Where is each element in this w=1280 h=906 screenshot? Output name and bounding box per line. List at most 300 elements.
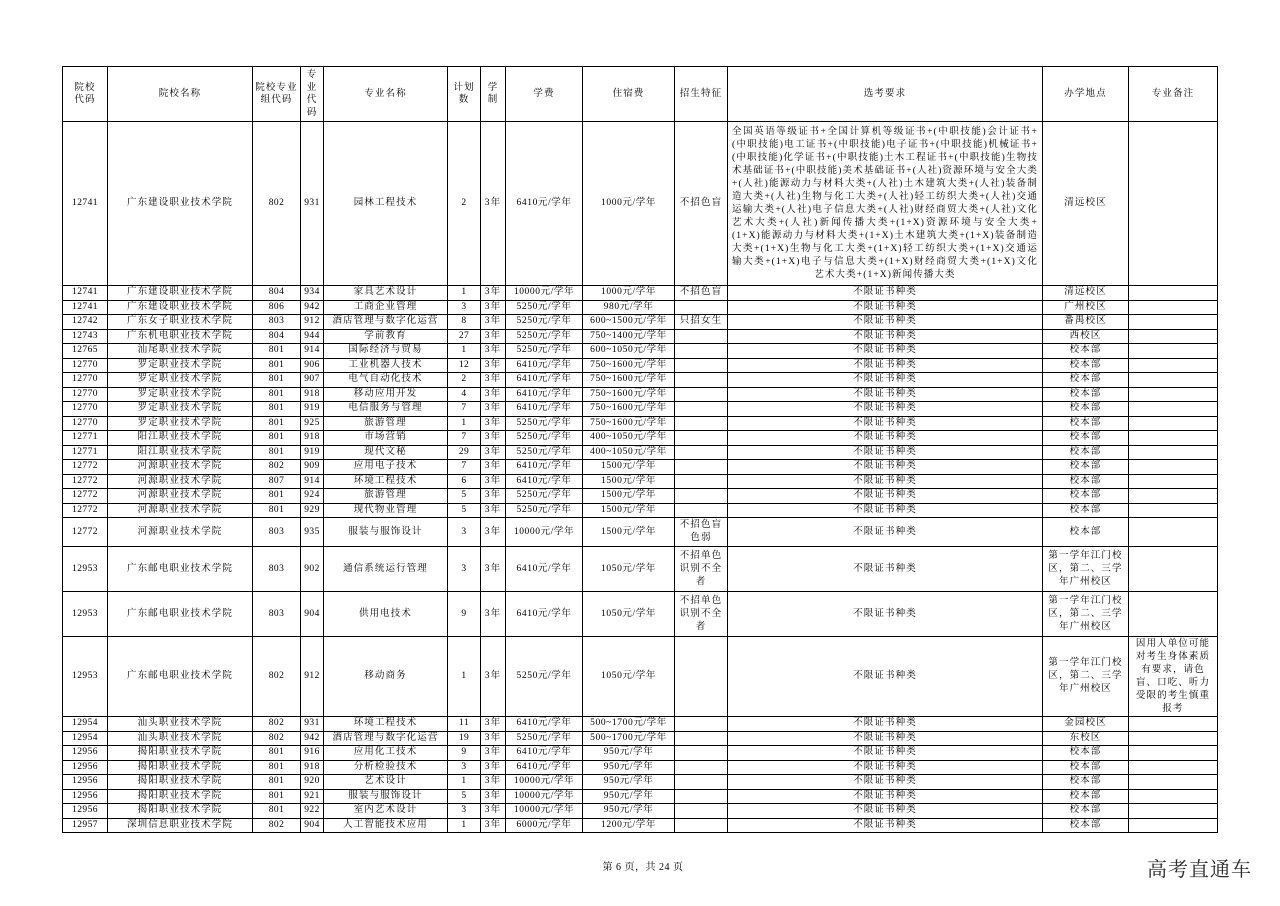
school-code: 12742 (63, 315, 108, 330)
duration: 3年 (481, 344, 506, 359)
page-number: 第 6 页，共 24 页 (602, 862, 684, 873)
plan-count: 1 (448, 775, 481, 790)
major-name: 园林工程技术 (324, 122, 448, 286)
group-code: 802 (253, 460, 301, 475)
school-code-header: 院校 代码 (63, 67, 108, 122)
major-code: 931 (301, 122, 324, 286)
major-remark (1129, 489, 1218, 504)
subject-requirement: 不限证书种类 (728, 416, 1043, 431)
lodging-fee: 400~1050元/学年 (583, 431, 675, 446)
group-code: 802 (253, 122, 301, 286)
major-code: 918 (301, 387, 324, 402)
group-code: 801 (253, 489, 301, 504)
lodging-fee: 500~1700元/学年 (583, 731, 675, 746)
plan-count: 11 (448, 717, 481, 732)
major-remark (1129, 789, 1218, 804)
table-row (63, 416, 1218, 431)
major-name: 移动商务 (324, 637, 448, 717)
admission-feature (675, 503, 728, 518)
table-header-row (63, 67, 1218, 122)
major-code: 904 (301, 592, 324, 637)
major-remark (1129, 431, 1218, 446)
group-code: 801 (253, 445, 301, 460)
lodging-fee: 1000元/学年 (583, 286, 675, 301)
major-name: 酒店管理与数字化运营 (324, 315, 448, 330)
subject-requirement: 不限证书种类 (728, 637, 1043, 717)
major-code: 922 (301, 804, 324, 819)
campus-location: 校本部 (1043, 402, 1129, 417)
admission-feature (675, 489, 728, 504)
school-code: 12954 (63, 731, 108, 746)
admission-feature (675, 775, 728, 790)
campus-location: 第一学年江门校区，第二、三学年广州校区 (1043, 592, 1129, 637)
major-code-header: 专 业 代 码 (301, 67, 324, 122)
subject-requirement: 不限证书种类 (728, 818, 1043, 833)
duration: 3年 (481, 503, 506, 518)
admission-feature: 只招女生 (675, 315, 728, 330)
table-row (63, 431, 1218, 446)
campus-location: 校本部 (1043, 503, 1129, 518)
tuition: 5250元/学年 (506, 731, 583, 746)
duration: 3年 (481, 760, 506, 775)
table-row (63, 402, 1218, 417)
school-code: 12954 (63, 717, 108, 732)
major-remark (1129, 122, 1218, 286)
table-row (63, 387, 1218, 402)
plan-count: 1 (448, 637, 481, 717)
group-code: 801 (253, 789, 301, 804)
school-code: 12957 (63, 818, 108, 833)
major-code: 906 (301, 358, 324, 373)
school-name: 深圳信息职业技术学院 (108, 818, 253, 833)
subject-requirement: 不限证书种类 (728, 746, 1043, 761)
admission-feature (675, 474, 728, 489)
tuition: 6410元/学年 (506, 373, 583, 388)
school-name: 河源职业技术学院 (108, 503, 253, 518)
group-code: 802 (253, 637, 301, 717)
lodging-fee: 950元/学年 (583, 789, 675, 804)
school-code: 12956 (63, 746, 108, 761)
major-name: 通信系统运行管理 (324, 547, 448, 592)
major-code: 925 (301, 416, 324, 431)
duration: 3年 (481, 122, 506, 286)
school-name: 广东建设职业技术学院 (108, 122, 253, 286)
major-code: 912 (301, 315, 324, 330)
duration: 3年 (481, 775, 506, 790)
tuition: 5250元/学年 (506, 416, 583, 431)
campus-location: 校本部 (1043, 789, 1129, 804)
major-remark (1129, 518, 1218, 547)
lodging-fee: 750~1600元/学年 (583, 358, 675, 373)
major-name: 人工智能技术应用 (324, 818, 448, 833)
major-remark (1129, 329, 1218, 344)
school-name-header: 院校名称 (108, 67, 253, 122)
school-code: 12770 (63, 358, 108, 373)
group-code: 801 (253, 431, 301, 446)
major-code: 912 (301, 637, 324, 717)
major-name: 分析检验技术 (324, 760, 448, 775)
subject-requirement: 不限证书种类 (728, 592, 1043, 637)
major-remark (1129, 818, 1218, 833)
lodging-fee: 1500元/学年 (583, 460, 675, 475)
group-code: 803 (253, 592, 301, 637)
table-row (63, 373, 1218, 388)
campus-location: 校本部 (1043, 416, 1129, 431)
tuition: 5250元/学年 (506, 329, 583, 344)
lodging-fee: 1050元/学年 (583, 547, 675, 592)
lodging-fee: 1500元/学年 (583, 489, 675, 504)
lodging-fee: 750~1600元/学年 (583, 387, 675, 402)
lodging-fee: 1500元/学年 (583, 518, 675, 547)
duration: 3年 (481, 518, 506, 547)
major-name: 旅游管理 (324, 489, 448, 504)
school-name: 广东邮电职业技术学院 (108, 592, 253, 637)
campus-location: 校本部 (1043, 489, 1129, 504)
tuition: 6410元/学年 (506, 474, 583, 489)
subject-requirement-header: 选考要求 (728, 67, 1043, 122)
school-name: 揭阳职业技术学院 (108, 804, 253, 819)
major-name: 服装与服饰设计 (324, 789, 448, 804)
school-name: 汕头职业技术学院 (108, 731, 253, 746)
campus-location: 校本部 (1043, 746, 1129, 761)
campus-location: 校本部 (1043, 818, 1129, 833)
subject-requirement: 不限证书种类 (728, 373, 1043, 388)
table-row (63, 789, 1218, 804)
admission-plan-table (62, 66, 1218, 833)
school-code: 12741 (63, 286, 108, 301)
group-code: 804 (253, 286, 301, 301)
major-name: 电信服务与管理 (324, 402, 448, 417)
tuition: 5250元/学年 (506, 344, 583, 359)
major-code: 942 (301, 731, 324, 746)
duration: 3年 (481, 489, 506, 504)
tuition: 10000元/学年 (506, 775, 583, 790)
school-code: 12953 (63, 637, 108, 717)
campus-location: 清远校区 (1043, 122, 1129, 286)
duration: 3年 (481, 329, 506, 344)
major-name: 环境工程技术 (324, 474, 448, 489)
major-remark (1129, 286, 1218, 301)
major-remark (1129, 358, 1218, 373)
school-code: 12741 (63, 300, 108, 315)
tuition: 5250元/学年 (506, 637, 583, 717)
major-code: 914 (301, 474, 324, 489)
major-name: 家具艺术设计 (324, 286, 448, 301)
lodging-fee: 950元/学年 (583, 775, 675, 790)
major-code: 918 (301, 431, 324, 446)
admission-feature (675, 460, 728, 475)
plan-count: 6 (448, 474, 481, 489)
admission-feature: 不招色盲色弱 (675, 518, 728, 547)
admission-feature (675, 373, 728, 388)
school-code: 12956 (63, 789, 108, 804)
major-remark (1129, 300, 1218, 315)
duration: 3年 (481, 416, 506, 431)
duration: 3年 (481, 637, 506, 717)
campus-location: 校本部 (1043, 431, 1129, 446)
duration: 3年 (481, 592, 506, 637)
school-name: 罗定职业技术学院 (108, 358, 253, 373)
school-code: 12772 (63, 474, 108, 489)
admission-feature: 不招色盲 (675, 286, 728, 301)
school-code: 12956 (63, 775, 108, 790)
school-code: 12770 (63, 387, 108, 402)
tuition: 6410元/学年 (506, 460, 583, 475)
group-code: 801 (253, 358, 301, 373)
admission-feature-header: 招生特征 (675, 67, 728, 122)
lodging-fee: 1500元/学年 (583, 474, 675, 489)
table-row (63, 637, 1218, 717)
tuition: 6410元/学年 (506, 547, 583, 592)
group-code: 801 (253, 804, 301, 819)
group-code: 803 (253, 547, 301, 592)
plan-count: 4 (448, 387, 481, 402)
admission-feature (675, 402, 728, 417)
admission-feature (675, 717, 728, 732)
major-remark (1129, 445, 1218, 460)
plan-count: 8 (448, 315, 481, 330)
plan-count: 7 (448, 431, 481, 446)
table-row (63, 315, 1218, 330)
duration: 3年 (481, 315, 506, 330)
plan-count: 1 (448, 416, 481, 431)
major-code: 909 (301, 460, 324, 475)
major-code: 919 (301, 445, 324, 460)
duration: 3年 (481, 717, 506, 732)
group-code: 803 (253, 518, 301, 547)
campus-location: 校本部 (1043, 358, 1129, 373)
table-row (63, 818, 1218, 833)
school-code: 12772 (63, 518, 108, 547)
subject-requirement: 不限证书种类 (728, 329, 1043, 344)
major-remark (1129, 760, 1218, 775)
group-code: 801 (253, 387, 301, 402)
campus-location: 校本部 (1043, 518, 1129, 547)
admission-feature (675, 760, 728, 775)
plan-count: 1 (448, 286, 481, 301)
plan-count: 3 (448, 804, 481, 819)
major-remark (1129, 503, 1218, 518)
major-remark-header: 专业备注 (1129, 67, 1218, 122)
campus-location: 校本部 (1043, 775, 1129, 790)
major-name: 环境工程技术 (324, 717, 448, 732)
lodging-fee: 750~1600元/学年 (583, 402, 675, 417)
plan-count: 3 (448, 760, 481, 775)
admission-feature (675, 344, 728, 359)
subject-requirement: 不限证书种类 (728, 300, 1043, 315)
school-code: 12772 (63, 503, 108, 518)
major-code: 914 (301, 344, 324, 359)
school-code: 12771 (63, 431, 108, 446)
school-name: 汕头职业技术学院 (108, 717, 253, 732)
watermark-logo: 高考直通车 (1147, 857, 1252, 881)
subject-requirement: 不限证书种类 (728, 775, 1043, 790)
table-row (63, 746, 1218, 761)
major-remark (1129, 474, 1218, 489)
duration: 3年 (481, 387, 506, 402)
school-code: 12771 (63, 445, 108, 460)
major-name: 学前教育 (324, 329, 448, 344)
school-name: 揭阳职业技术学院 (108, 789, 253, 804)
subject-requirement: 不限证书种类 (728, 431, 1043, 446)
admission-feature (675, 387, 728, 402)
school-code: 12772 (63, 489, 108, 504)
table-row (63, 760, 1218, 775)
plan-count: 7 (448, 402, 481, 417)
major-remark (1129, 315, 1218, 330)
major-name: 酒店管理与数字化运营 (324, 731, 448, 746)
campus-location: 金园校区 (1043, 717, 1129, 732)
plan-count: 7 (448, 460, 481, 475)
plan-count: 19 (448, 731, 481, 746)
major-name: 电气自动化技术 (324, 373, 448, 388)
duration: 3年 (481, 431, 506, 446)
campus-location: 校本部 (1043, 460, 1129, 475)
school-code: 12765 (63, 344, 108, 359)
school-name: 罗定职业技术学院 (108, 387, 253, 402)
admission-feature (675, 818, 728, 833)
tuition: 6410元/学年 (506, 387, 583, 402)
tuition: 5250元/学年 (506, 503, 583, 518)
plan-count: 12 (448, 358, 481, 373)
campus-location: 清远校区 (1043, 286, 1129, 301)
major-code: 935 (301, 518, 324, 547)
school-code: 12956 (63, 804, 108, 819)
lodging-fee: 980元/学年 (583, 300, 675, 315)
admission-feature (675, 358, 728, 373)
plan-count: 2 (448, 373, 481, 388)
plan-count: 29 (448, 445, 481, 460)
group-code-header: 院校专业 组代码 (253, 67, 301, 122)
major-name: 现代文秘 (324, 445, 448, 460)
major-name: 室内艺术设计 (324, 804, 448, 819)
major-remark (1129, 746, 1218, 761)
major-name: 国际经济与贸易 (324, 344, 448, 359)
group-code: 801 (253, 344, 301, 359)
major-code: 907 (301, 373, 324, 388)
school-code: 12741 (63, 122, 108, 286)
campus-location: 校本部 (1043, 445, 1129, 460)
subject-requirement: 不限证书种类 (728, 503, 1043, 518)
tuition: 5250元/学年 (506, 300, 583, 315)
major-remark (1129, 804, 1218, 819)
major-code: 918 (301, 760, 324, 775)
school-code: 12770 (63, 373, 108, 388)
tuition: 6410元/学年 (506, 717, 583, 732)
table-row (63, 358, 1218, 373)
tuition: 5250元/学年 (506, 431, 583, 446)
major-remark (1129, 547, 1218, 592)
subject-requirement: 不限证书种类 (728, 518, 1043, 547)
duration: 3年 (481, 789, 506, 804)
school-code: 12770 (63, 416, 108, 431)
major-remark (1129, 344, 1218, 359)
major-name: 应用化工技术 (324, 746, 448, 761)
school-name: 广东女子职业技术学院 (108, 315, 253, 330)
tuition: 6410元/学年 (506, 746, 583, 761)
group-code: 801 (253, 373, 301, 388)
plan-count: 5 (448, 503, 481, 518)
duration-header: 学 制 (481, 67, 506, 122)
admission-feature (675, 746, 728, 761)
plan-count-header: 计划 数 (448, 67, 481, 122)
subject-requirement: 不限证书种类 (728, 547, 1043, 592)
school-name: 河源职业技术学院 (108, 474, 253, 489)
tuition-header: 学费 (506, 67, 583, 122)
major-name: 旅游管理 (324, 416, 448, 431)
group-code: 801 (253, 760, 301, 775)
tuition: 10000元/学年 (506, 789, 583, 804)
admission-feature: 不招单色识别不全者 (675, 592, 728, 637)
major-name: 市场营销 (324, 431, 448, 446)
campus-location: 校本部 (1043, 474, 1129, 489)
admission-feature (675, 804, 728, 819)
school-name: 罗定职业技术学院 (108, 416, 253, 431)
campus-location: 校本部 (1043, 387, 1129, 402)
subject-requirement: 不限证书种类 (728, 717, 1043, 732)
campus-location: 校本部 (1043, 344, 1129, 359)
campus-location: 校本部 (1043, 373, 1129, 388)
lodging-fee: 500~1700元/学年 (583, 717, 675, 732)
major-code: 921 (301, 789, 324, 804)
table-row (63, 731, 1218, 746)
tuition: 6410元/学年 (506, 358, 583, 373)
major-remark (1129, 387, 1218, 402)
plan-count: 5 (448, 489, 481, 504)
campus-location-header: 办学地点 (1043, 67, 1129, 122)
major-name: 服装与服饰设计 (324, 518, 448, 547)
admission-feature (675, 637, 728, 717)
major-remark (1129, 717, 1218, 732)
duration: 3年 (481, 300, 506, 315)
school-name: 河源职业技术学院 (108, 460, 253, 475)
lodging-fee: 1500元/学年 (583, 503, 675, 518)
major-name: 工业机器人技术 (324, 358, 448, 373)
subject-requirement: 不限证书种类 (728, 804, 1043, 819)
admission-feature (675, 416, 728, 431)
major-code: 929 (301, 503, 324, 518)
school-name: 河源职业技术学院 (108, 489, 253, 504)
admission-feature: 不招单色识别不全者 (675, 547, 728, 592)
subject-requirement: 不限证书种类 (728, 760, 1043, 775)
school-name: 罗定职业技术学院 (108, 373, 253, 388)
group-code: 801 (253, 503, 301, 518)
tuition: 6410元/学年 (506, 592, 583, 637)
admission-feature: 不招色盲 (675, 122, 728, 286)
major-code: 934 (301, 286, 324, 301)
table-row (63, 518, 1218, 547)
major-remark (1129, 402, 1218, 417)
major-name: 艺术设计 (324, 775, 448, 790)
lodging-fee: 1000元/学年 (583, 122, 675, 286)
campus-location: 西校区 (1043, 329, 1129, 344)
lodging-fee: 1200元/学年 (583, 818, 675, 833)
admission-feature (675, 789, 728, 804)
admission-feature (675, 445, 728, 460)
duration: 3年 (481, 358, 506, 373)
subject-requirement: 不限证书种类 (728, 315, 1043, 330)
school-code: 12772 (63, 460, 108, 475)
group-code: 802 (253, 818, 301, 833)
admission-feature (675, 329, 728, 344)
major-name: 现代物业管理 (324, 503, 448, 518)
tuition: 5250元/学年 (506, 445, 583, 460)
duration: 3年 (481, 818, 506, 833)
duration: 3年 (481, 804, 506, 819)
major-remark (1129, 775, 1218, 790)
admission-feature (675, 300, 728, 315)
lodging-fee: 750~1400元/学年 (583, 329, 675, 344)
